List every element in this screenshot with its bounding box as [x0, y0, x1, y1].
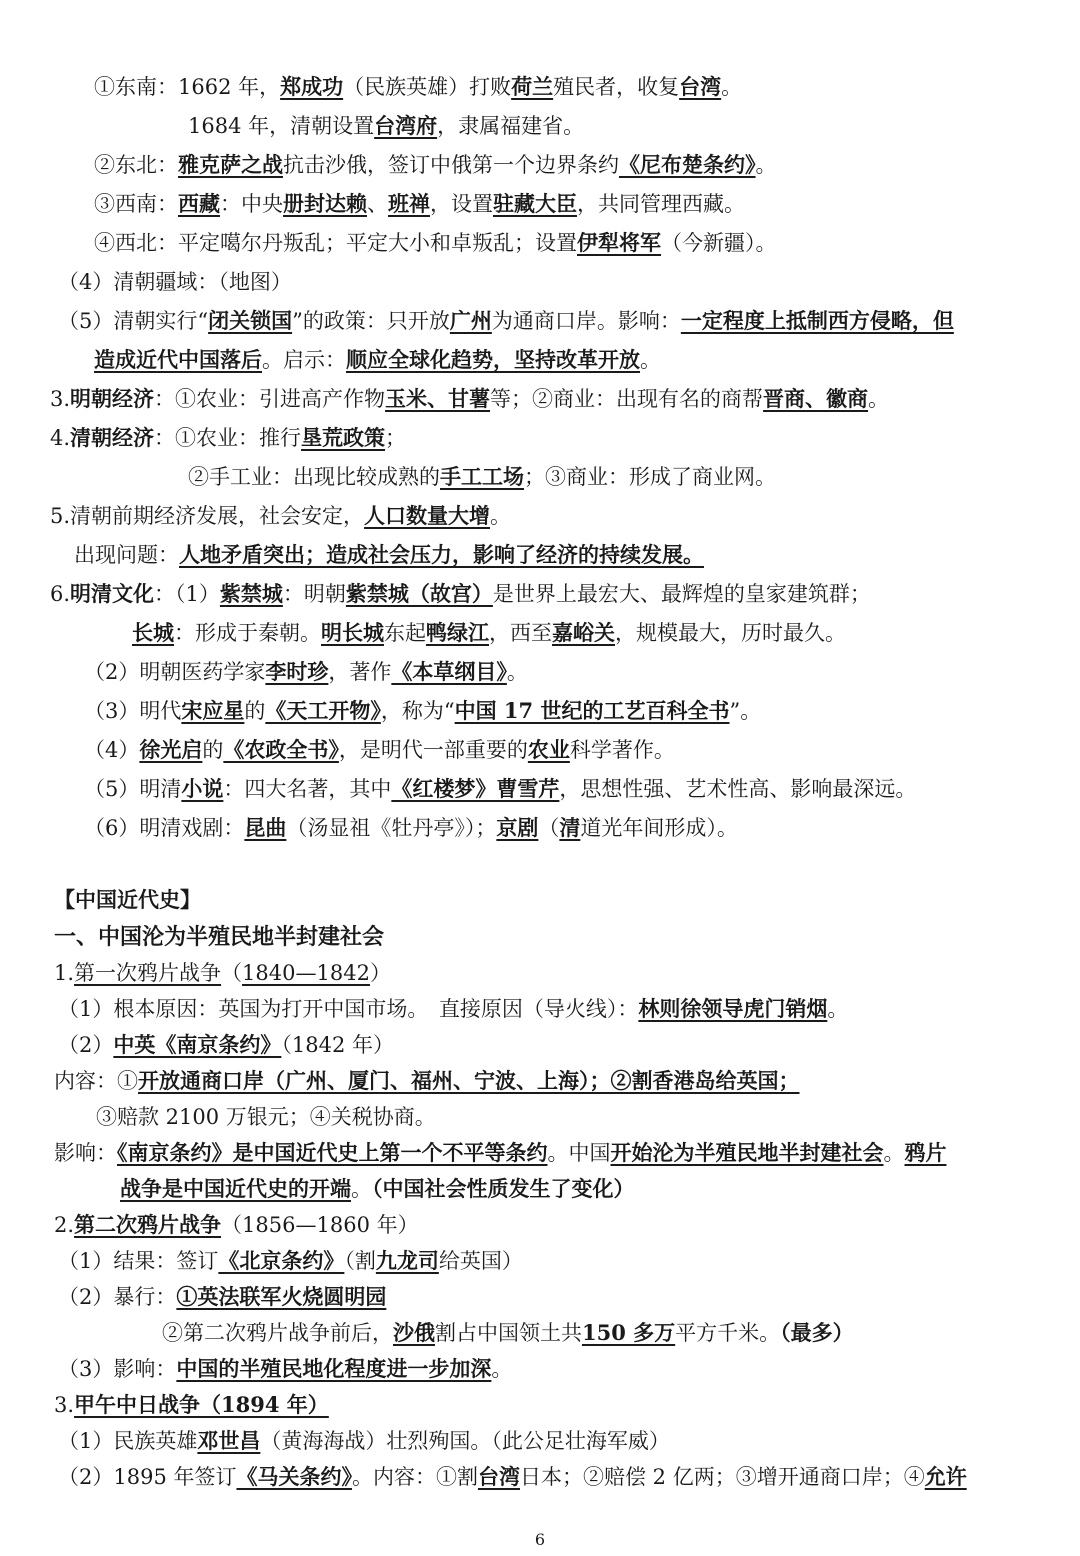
key-term: 人地矛盾突出；造成社会压力，影响了经济的持续发展。: [179, 542, 704, 567]
text-segment: 的: [202, 738, 224, 762]
text-segment: 割占中国领土共: [435, 1321, 582, 1345]
text-segment: ，设置: [430, 192, 493, 216]
text-segment: ，隶属福建省。: [437, 114, 585, 138]
key-term: 沙俄: [393, 1320, 435, 1345]
text-line: [58, 1030, 394, 1060]
key-term: 徐光启: [139, 737, 203, 762]
text-segment: ：①农业：推行: [154, 426, 302, 450]
text-segment: ，共同管理西藏。: [577, 192, 745, 216]
key-term: 驻藏大臣: [493, 191, 577, 216]
text-segment: ③赔款 2100 万银元；④关税协商。: [96, 1105, 436, 1129]
text-segment: ：中央: [220, 192, 283, 216]
key-term: 人口数量大增: [364, 503, 491, 528]
key-term: 荷兰: [511, 74, 554, 99]
text-line: [54, 1138, 947, 1168]
text-line: [54, 1210, 419, 1240]
key-term: 允许: [924, 1464, 967, 1489]
key-term: 《红楼梦》曹雪芹: [391, 776, 560, 801]
text-line: [84, 735, 675, 765]
text-segment: （汤显祖《牡丹亭》）；: [286, 816, 497, 840]
text-line: [84, 774, 916, 804]
text-segment: 。: [491, 1357, 513, 1381]
text-segment: 道光年间形成）。: [580, 816, 738, 840]
text-line: [120, 1174, 635, 1204]
text-segment: ，称为“: [380, 699, 455, 723]
text-segment: （中国社会性质发生了变化）: [372, 1176, 635, 1201]
key-term: 甲午中日战争（1894 年）: [74, 1392, 329, 1417]
text-segment: （4）清朝疆域：（地图）: [58, 270, 292, 294]
key-term: ①英法联军火烧圆明园: [176, 1284, 387, 1309]
key-term: 台湾: [679, 74, 722, 99]
text-line: [58, 267, 292, 297]
key-term: 邓世昌: [197, 1428, 261, 1453]
text-line: [58, 994, 848, 1024]
text-line: [54, 1066, 800, 1096]
text-segment: 5.清朝前期经济发展，社会安定，: [50, 504, 365, 528]
key-term: 李时珍: [265, 659, 329, 684]
text-segment: 。启示：: [262, 348, 346, 372]
text-segment: （1842 年）: [281, 1033, 394, 1057]
text-line: [58, 1246, 523, 1276]
text-segment: ，西至: [489, 621, 552, 645]
key-term: 九龙司: [375, 1248, 439, 1273]
text-line: [84, 696, 761, 726]
key-term: 《北京条约》: [218, 1248, 345, 1273]
text-segment: ④西北：平定噶尔丹叛乱；平定大小和卓叛乱；设置: [94, 231, 577, 255]
text-segment: 抗击沙俄，签订中俄第一个边界条约: [283, 153, 619, 177]
text-line: [50, 579, 871, 609]
text-line: [94, 345, 661, 375]
text-segment: 殖民者，收复: [553, 75, 680, 99]
text-segment: 【中国近代史】: [54, 888, 201, 912]
text-segment: 1.: [54, 961, 75, 985]
text-segment: （5）清朝实行“: [58, 309, 209, 333]
key-term: 手工工场: [440, 464, 524, 489]
text-segment: （1856—1860 年）: [221, 1213, 419, 1237]
text-line: [94, 228, 777, 258]
key-term: 长城: [132, 620, 174, 645]
text-line: [58, 306, 954, 336]
key-term: 雅克萨之战: [178, 152, 283, 177]
key-term: 农业: [527, 737, 570, 762]
key-term: 台湾: [477, 1464, 520, 1489]
text-segment: ①东南：1662 年，: [94, 75, 281, 99]
text-segment: 科学著作。: [569, 738, 675, 762]
text-segment: 。: [640, 348, 661, 372]
text-segment: 。: [868, 387, 890, 411]
text-segment: 。中国: [547, 1141, 611, 1165]
text-segment: ：形成于秦朝。: [174, 621, 321, 645]
key-term: 台湾府: [374, 113, 438, 138]
text-segment: （最多）: [780, 1320, 854, 1345]
text-segment: ：明朝: [282, 582, 346, 606]
text-segment: 内容：①: [54, 1069, 138, 1093]
text-segment: （2）明朝医药学家: [84, 660, 266, 684]
text-segment: （2）1895 年签订: [58, 1465, 237, 1489]
text-line: [94, 189, 745, 219]
text-line: [74, 540, 704, 570]
text-segment: 等；②商业：出现有名的商帮: [490, 387, 764, 411]
text-segment: （3）影响：: [58, 1357, 177, 1381]
text-segment: （2）: [58, 1033, 114, 1057]
key-term: 京剧: [496, 815, 539, 840]
key-term: 西藏: [178, 191, 220, 216]
key-term: 林则徐领导虎门销烟: [638, 996, 828, 1021]
text-segment: 东起: [384, 621, 426, 645]
text-segment: 1684 年，清朝设置: [188, 114, 375, 138]
text-segment: 3.: [54, 1393, 75, 1417]
text-segment: 为通商口岸。影响：: [491, 309, 681, 333]
key-term: 开放通商口岸（广州、厦门、福州、宁波、上海）；②割香港岛给英国；: [138, 1068, 800, 1093]
key-term: 闭关锁国: [208, 308, 293, 333]
key-term: 第二次鸦片战争: [74, 1212, 222, 1237]
text-segment: 明朝经济: [70, 386, 155, 411]
text-segment: ，规模最大，历时最久。: [615, 621, 846, 645]
text-segment: ②手工业：出现比较成熟的: [188, 465, 440, 489]
text-segment: 。: [721, 75, 743, 99]
text-segment: ”。: [729, 699, 762, 723]
text-segment: 影响：: [54, 1141, 117, 1165]
key-term: 紫禁城（故宫）: [345, 581, 493, 606]
key-term: 顺应全球化趋势，坚持改革开放: [346, 347, 640, 372]
text-line: [50, 384, 889, 414]
text-line: [58, 1426, 670, 1456]
text-segment: 。: [490, 504, 512, 528]
text-segment: 明清文化: [70, 581, 155, 606]
key-term: 晋商、徽商: [763, 386, 869, 411]
page-number: 6: [534, 1530, 546, 1549]
key-term: 一定程度上抵制西方侵略，但: [680, 308, 954, 333]
text-line: [188, 462, 776, 492]
text-line: [54, 922, 384, 952]
key-term: 中国的半殖民地化程度进一步加深: [176, 1356, 492, 1381]
key-term: 紫禁城: [219, 581, 283, 606]
text-line: [188, 111, 584, 141]
key-term: 垦荒政策: [301, 425, 386, 450]
text-segment: ；③商业：形成了商业网。: [524, 465, 776, 489]
text-segment: （1）结果：签订: [58, 1249, 219, 1273]
key-term: 册封达赖: [283, 191, 367, 216]
text-segment: （1）根本原因：英国为打开中国市场。 直接原因（导火线）：: [58, 997, 639, 1021]
text-segment: （今新疆）。: [661, 231, 777, 255]
key-term: 清: [559, 815, 581, 840]
text-segment: 6.: [50, 582, 71, 606]
text-segment: （: [221, 961, 243, 985]
text-segment: 。: [506, 660, 528, 684]
text-segment: ：①农业：引进高产作物: [154, 387, 386, 411]
text-segment: 2.: [54, 1213, 75, 1237]
text-line: [94, 150, 777, 180]
key-term: 嘉峪关: [552, 620, 615, 645]
text-segment: ）: [369, 961, 391, 985]
text-segment: ③西南：: [94, 192, 178, 216]
text-line: [50, 501, 511, 531]
key-term: 广州: [449, 308, 492, 333]
text-segment: （割: [344, 1249, 376, 1273]
text-segment: 是世界上最宏大、最辉煌的皇家建筑群；: [492, 582, 871, 606]
text-line: [162, 1318, 854, 1348]
key-term: 《南京条约》是中国近代史上第一个不平等条约: [117, 1140, 548, 1165]
key-term: 造成近代中国落后: [94, 347, 262, 372]
text-line: [54, 885, 201, 915]
text-segment: ，是明代一部重要的: [338, 738, 528, 762]
text-line: [84, 813, 738, 843]
key-term: 《尼布楚条约》: [619, 152, 756, 177]
text-segment: 4.: [50, 426, 71, 450]
text-segment: （3）明代: [84, 699, 182, 723]
text-line: [94, 72, 742, 102]
text-segment: （2）暴行：: [58, 1285, 177, 1309]
key-term: 《本草纲目》: [391, 659, 507, 684]
text-segment: ，思想性强、艺术性高、影响最深远。: [559, 777, 917, 801]
text-segment: 的: [244, 699, 266, 723]
key-term: 《马关条约》: [236, 1464, 352, 1489]
text-segment: 。: [351, 1177, 372, 1201]
text-segment: ”的政策：只开放: [292, 309, 450, 333]
text-line: [58, 1462, 967, 1492]
text-segment: 平方千米。: [675, 1321, 781, 1345]
key-term: 伊犁将军: [577, 230, 661, 255]
text-segment: （6）明清戏剧：: [84, 816, 245, 840]
text-line: [58, 1282, 386, 1312]
key-term: 开始沦为半殖民地半封建社会: [610, 1140, 884, 1165]
text-line: [132, 618, 846, 648]
key-term: 中国 17 世纪的工艺百科全书: [454, 698, 730, 723]
key-term: 中英《南京条约》: [113, 1032, 282, 1057]
key-term: 鸭绿江: [426, 620, 489, 645]
text-segment: （黄海海战）壮烈殉国。（此公足壮海军威）: [260, 1429, 670, 1453]
text-segment: ：四大名著，其中: [223, 777, 392, 801]
text-segment: 。: [827, 997, 849, 1021]
key-term: 《农政全书》: [223, 737, 339, 762]
key-term: 宋应星: [181, 698, 245, 723]
text-segment: 3.: [50, 387, 71, 411]
text-line: [84, 657, 528, 687]
text-line: [54, 958, 391, 988]
key-term: 郑成功: [280, 74, 344, 99]
key-term: 班禅: [388, 191, 430, 216]
text-segment: （民族英雄）打败: [343, 75, 512, 99]
text-line: [50, 423, 406, 453]
text-segment: 。: [755, 153, 777, 177]
key-term: 明长城: [321, 620, 384, 645]
text-segment: ，著作: [328, 660, 392, 684]
text-segment: （1）民族英雄: [58, 1429, 198, 1453]
text-segment: 给英国）: [438, 1249, 523, 1273]
text-line: [96, 1102, 436, 1132]
key-term: 玉米、甘薯: [385, 386, 491, 411]
text-segment: ；: [385, 426, 407, 450]
text-segment: 。: [883, 1141, 905, 1165]
text-segment: 、: [367, 192, 388, 216]
text-line: [58, 1354, 512, 1384]
text-segment: 出现问题：: [74, 543, 179, 567]
key-term: 战争是中国近代史的开端: [120, 1176, 351, 1201]
key-term: 1840—1842: [242, 961, 370, 985]
text-segment: 。内容：①割: [351, 1465, 478, 1489]
text-segment: （: [538, 816, 560, 840]
text-segment: （5）明清: [84, 777, 182, 801]
key-term: 150 多万: [582, 1320, 676, 1345]
key-term: 第一次鸦片战争: [74, 961, 222, 985]
text-segment: 清朝经济: [70, 425, 155, 450]
text-segment: 日本；②赔偿 2 亿两；③增开通商口岸；④: [519, 1465, 925, 1489]
text-segment: ②东北：: [94, 153, 178, 177]
text-segment: （4）: [84, 738, 140, 762]
key-term: 鸦片: [904, 1140, 947, 1165]
key-term: 昆曲: [244, 815, 287, 840]
key-term: 小说: [181, 776, 224, 801]
text-line: [54, 1390, 329, 1420]
text-segment: 一、中国沦为半殖民地半封建社会: [54, 925, 385, 950]
text-segment: ②第二次鸦片战争前后，: [162, 1321, 393, 1345]
text-segment: ：（1）: [154, 582, 220, 606]
key-term: 《天工开物》: [265, 698, 381, 723]
